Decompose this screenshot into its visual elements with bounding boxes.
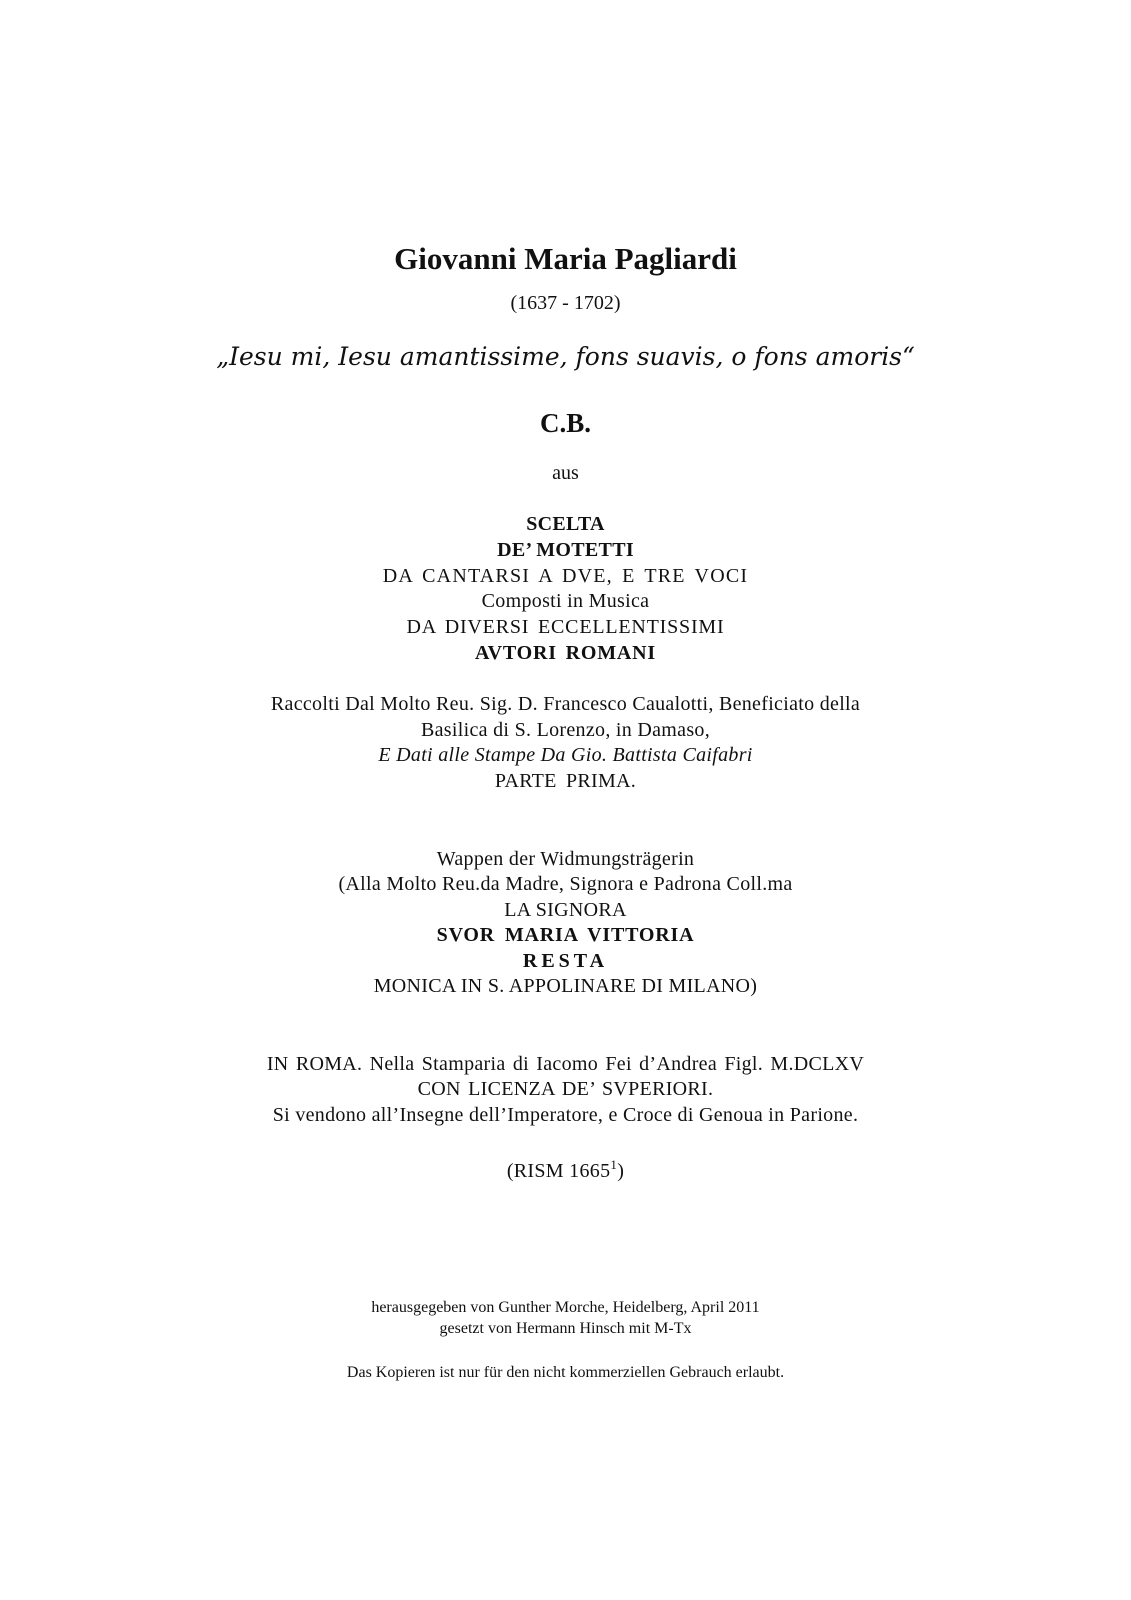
work-title: „Iesu mi, Iesu amantissime, fons suavis, o fons amoris“ bbox=[216, 342, 915, 371]
imprint-line3: Si vendono all’Insegne dell’Imperatore, e Croce di Genoua in Parione. bbox=[272, 1104, 859, 1126]
source-title-line1: SCELTA bbox=[526, 513, 605, 535]
composer-dates: (1637 - 1702) bbox=[510, 292, 621, 314]
source-title-line3: DA CANTARSI A DVE, E TRE VOCI bbox=[382, 565, 749, 587]
source-title-line2: DE’ MOTETTI bbox=[497, 539, 634, 561]
collector-line4: PARTE PRIMA. bbox=[494, 770, 637, 792]
source-title-line4: Composti in Musica bbox=[481, 590, 650, 612]
editor-credit: herausgegeben von Gunther Morche, Heidelberg, April 2011 bbox=[371, 1299, 760, 1316]
composer-name: Giovanni Maria Pagliardi bbox=[394, 241, 737, 276]
dedication-line1: Wappen der Widmungsträgerin bbox=[436, 848, 695, 870]
rism-superscript: 1 bbox=[610, 1157, 618, 1172]
aus-label: aus bbox=[552, 462, 579, 484]
voicing: C.B. bbox=[539, 408, 591, 438]
collector-line2: Basilica di S. Lorenzo, in Damaso, bbox=[420, 719, 711, 741]
collector-line3: E Dati alle Stampe Da Gio. Battista Caifabri bbox=[378, 744, 753, 766]
dedication-line5: RESTA bbox=[522, 950, 609, 972]
dedication-line4: SVOR MARIA VITTORIA bbox=[436, 924, 695, 946]
imprint-line1: IN ROMA. Nella Stamparia di Iacomo Fei d’Andrea Figl. M.DCLXV bbox=[266, 1053, 865, 1075]
imprint-line2: CON LICENZA DE’ SVPERIORI. bbox=[417, 1078, 714, 1100]
source-title-line5: DA DIVERSI ECCELLENTISSIMI bbox=[406, 616, 725, 638]
typesetter-credit: gesetzt von Hermann Hinsch mit M-Tx bbox=[439, 1320, 692, 1337]
dedication-line2: (Alla Molto Reu.da Madre, Signora e Padrona Coll.ma bbox=[338, 873, 793, 895]
rism-suffix: ) bbox=[617, 1160, 625, 1182]
collector-line1: Raccolti Dal Molto Reu. Sig. D. Francesco Caualotti, Beneficiato della bbox=[270, 693, 861, 715]
copyright-notice: Das Kopieren ist nur für den nicht kommerziellen Gebrauch erlaubt. bbox=[346, 1364, 785, 1381]
rism-prefix: (RISM 1665 bbox=[506, 1160, 611, 1182]
dedication-line3: LA SIGNORA bbox=[504, 899, 627, 921]
rism-reference bbox=[0, 1157, 1131, 1182]
source-title-line6: AVTORI ROMANI bbox=[474, 642, 657, 664]
dedication-line6: MONICA IN S. APPOLINARE DI MILANO) bbox=[373, 975, 758, 997]
